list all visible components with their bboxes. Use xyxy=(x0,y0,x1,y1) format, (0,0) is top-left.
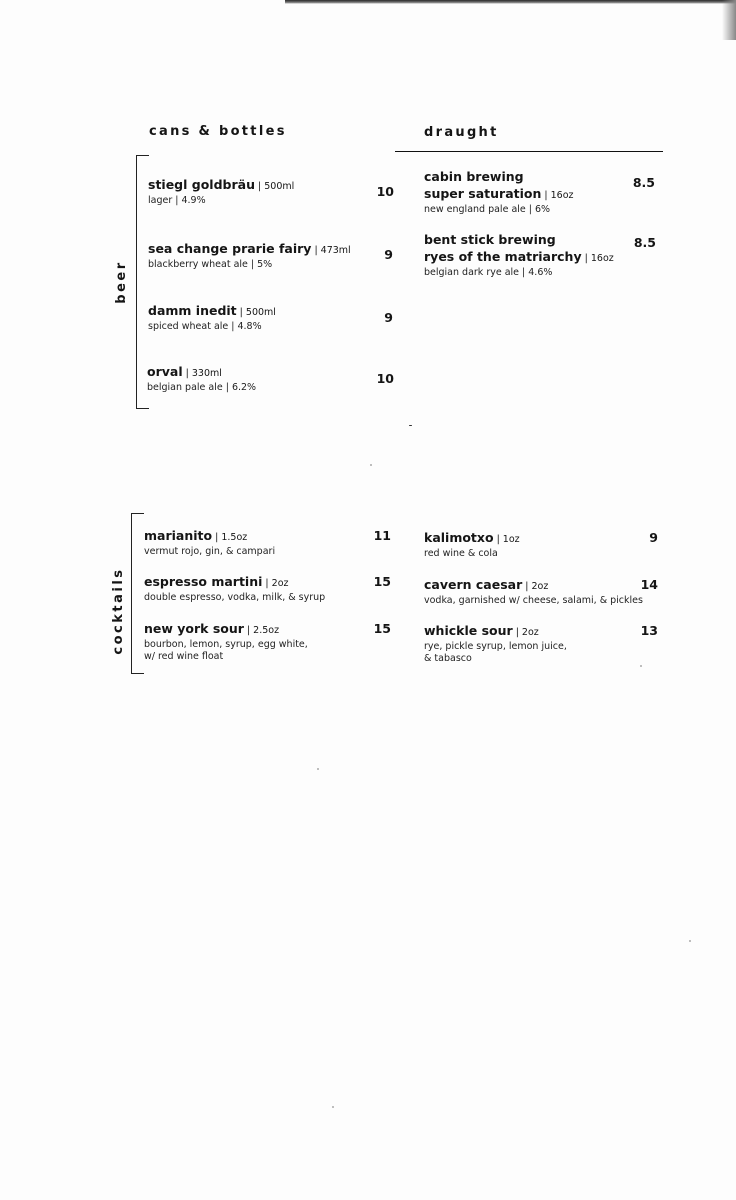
scan-edge-right xyxy=(722,0,736,40)
menu-item xyxy=(148,302,276,333)
item-title xyxy=(148,240,351,259)
item-price: 15 xyxy=(373,621,391,636)
item-price: 9 xyxy=(384,310,393,325)
menu-item xyxy=(147,363,256,394)
item-name: sea change prarie fairy xyxy=(148,241,312,256)
item-name: super saturation xyxy=(424,186,542,201)
item-description: bourbon, lemon, syrup, egg white, xyxy=(144,639,308,650)
scan-speck xyxy=(640,665,642,667)
scan-edge-top xyxy=(285,0,736,4)
menu-item xyxy=(424,576,643,607)
item-name: ryes of the matriarchy xyxy=(424,249,582,264)
item-size: | 1oz xyxy=(493,534,520,545)
item-description: vodka, garnished w/ cheese, salami, & pickles xyxy=(424,595,643,606)
item-name: cavern caesar xyxy=(424,577,523,592)
item-size: | 473ml xyxy=(311,245,351,256)
item-name: marianito xyxy=(144,528,213,543)
item-name: new york sour xyxy=(144,621,244,636)
item-brewery: bent stick brewing xyxy=(424,232,556,247)
item-title xyxy=(148,302,276,321)
item-price: 15 xyxy=(373,574,391,589)
item-title xyxy=(147,363,256,382)
header-draught: draught xyxy=(424,125,499,140)
item-description: lager | 4.9% xyxy=(148,195,206,206)
item-price: 14 xyxy=(640,577,658,592)
menu-item xyxy=(148,176,294,207)
scan-speck xyxy=(370,464,372,466)
item-size: | 330ml xyxy=(182,368,222,379)
menu-item xyxy=(424,622,567,665)
item-description: new england pale ale | 6% xyxy=(424,204,551,215)
item-title xyxy=(424,529,520,548)
scan-speck xyxy=(317,768,319,770)
item-price: 8.5 xyxy=(633,235,656,250)
item-size: | 2oz xyxy=(262,578,289,589)
item-title xyxy=(144,527,275,546)
item-description: rye, pickle syrup, lemon juice, xyxy=(424,641,567,652)
item-description: w/ red wine float xyxy=(144,651,224,662)
item-price: 9 xyxy=(384,247,393,262)
section-label-cocktails: cocktails xyxy=(111,567,126,655)
item-size: | 500ml xyxy=(254,181,295,192)
item-price: 8.5 xyxy=(632,175,655,190)
item-name: espresso martini xyxy=(144,574,263,589)
item-title xyxy=(148,176,294,195)
item-name: damm inedit xyxy=(148,303,237,318)
menu-item xyxy=(144,620,308,663)
item-description: red wine & cola xyxy=(424,548,498,559)
item-title xyxy=(424,248,614,267)
item-description: blackberry wheat ale | 5% xyxy=(148,259,273,270)
scan-speck xyxy=(689,940,691,942)
item-title xyxy=(424,185,574,204)
menu-item xyxy=(424,231,614,279)
item-name: whickle sour xyxy=(424,623,513,638)
menu-item xyxy=(148,240,351,271)
item-description: double espresso, vodka, milk, & syrup xyxy=(144,592,326,603)
item-description: belgian pale ale | 6.2% xyxy=(147,382,257,393)
scan-speck xyxy=(332,1106,334,1108)
item-title xyxy=(144,573,325,592)
item-description: spiced wheat ale | 4.8% xyxy=(148,321,262,332)
item-size: | 2oz xyxy=(522,581,549,592)
scan-speck xyxy=(409,425,412,426)
menu-item xyxy=(144,573,325,604)
item-price: 10 xyxy=(376,371,394,386)
item-size: | 2oz xyxy=(512,627,539,638)
item-name: stiegl goldbräu xyxy=(148,177,255,192)
item-name: orval xyxy=(147,364,183,379)
item-description: & tabasco xyxy=(424,653,472,664)
item-size: | 2.5oz xyxy=(243,625,280,636)
item-brewery: cabin brewing xyxy=(424,169,524,184)
cocktails-bracket xyxy=(131,513,144,674)
item-price: 9 xyxy=(649,530,658,545)
item-size: | 1.5oz xyxy=(212,532,248,543)
menu-item xyxy=(424,529,520,560)
item-size: | 16oz xyxy=(541,190,574,201)
menu-item xyxy=(424,168,574,216)
item-title xyxy=(424,576,643,595)
item-title xyxy=(144,620,308,639)
item-price: 13 xyxy=(640,623,658,638)
header-cans-bottles: cans & bottles xyxy=(149,124,287,139)
menu-item xyxy=(144,527,275,558)
item-name: kalimotxo xyxy=(424,530,494,545)
item-title xyxy=(424,622,567,641)
header-rule xyxy=(395,151,663,152)
item-size: | 16oz xyxy=(581,253,614,264)
item-description: belgian dark rye ale | 4.6% xyxy=(424,267,553,278)
item-price: 10 xyxy=(376,184,394,199)
item-size: | 500ml xyxy=(236,307,276,318)
item-description: vermut rojo, gin, & campari xyxy=(144,546,276,557)
section-label-beer: beer xyxy=(114,260,129,304)
item-price: 11 xyxy=(373,528,391,543)
